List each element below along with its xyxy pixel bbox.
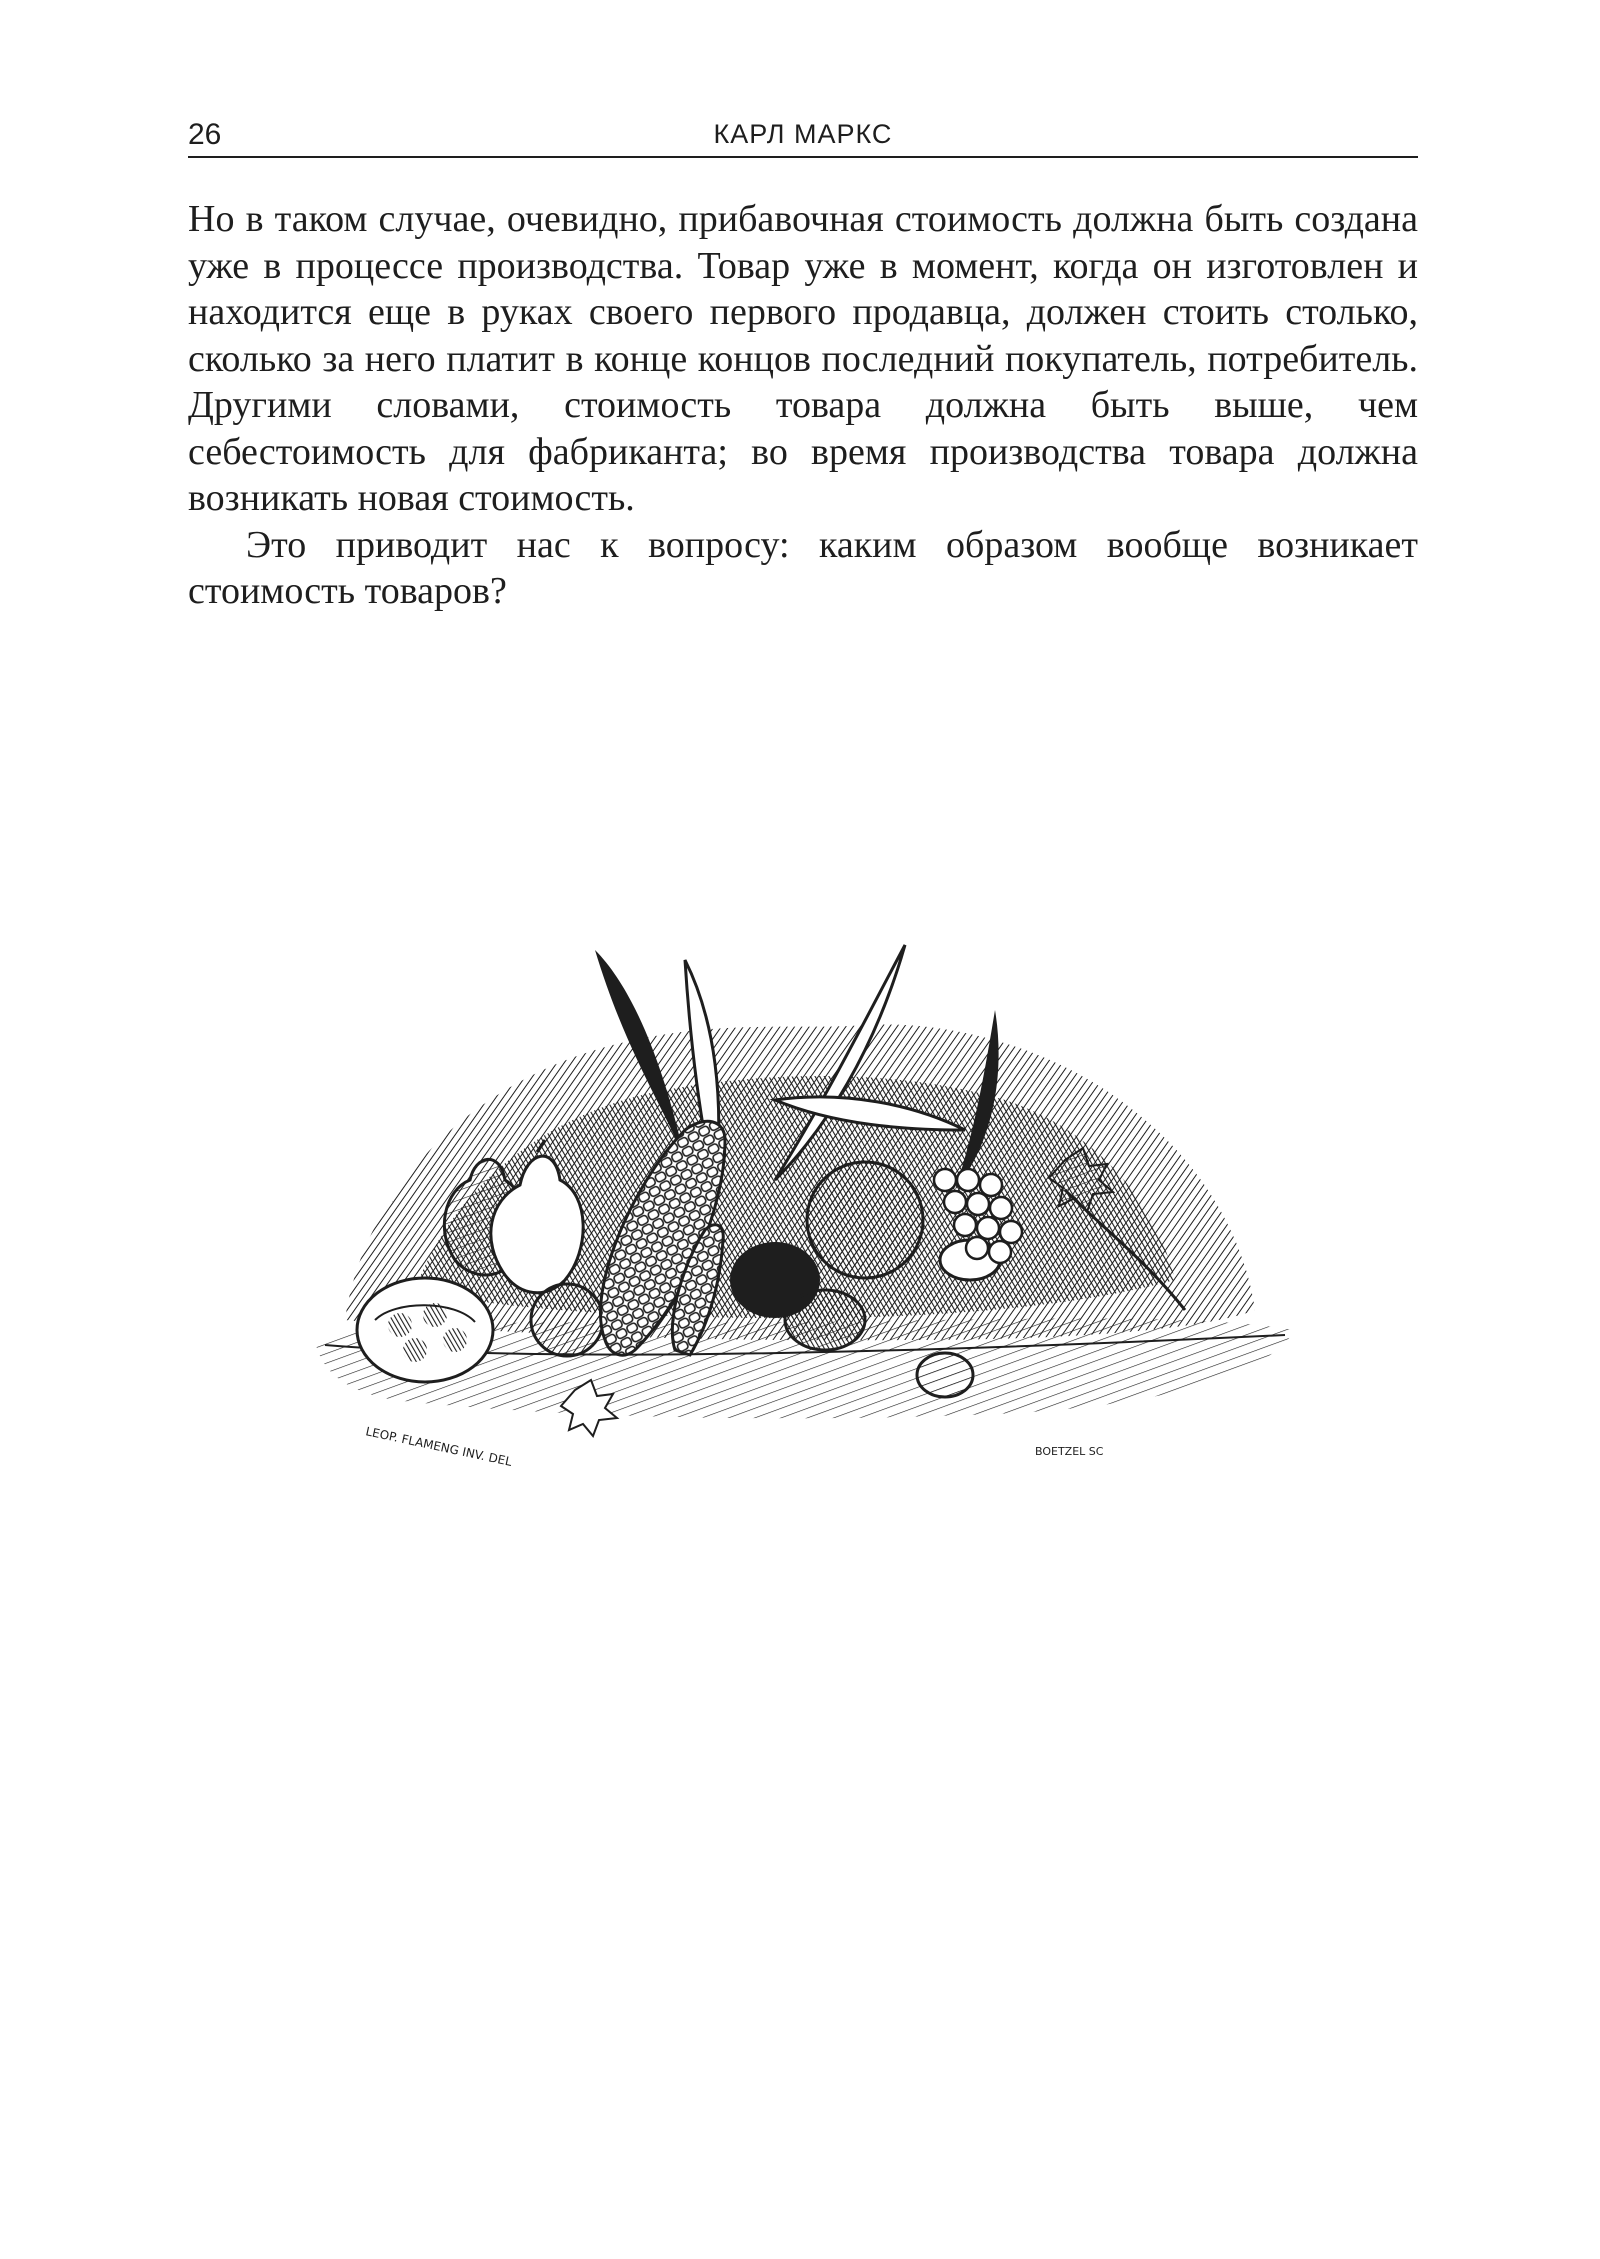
signature-right: BOETZEL SC [1035, 1445, 1104, 1458]
paragraph: Это приводит нас к вопросу: каким образом вообще возникает стоимость товаров? [188, 523, 1418, 612]
page-header [188, 112, 1418, 158]
body-text [188, 196, 1418, 615]
signature-left: LEOP. FLAMENG INV. DEL [364, 1424, 514, 1469]
running-head: КАРЛ МАРКС [713, 119, 893, 149]
page-number: 26 [188, 118, 222, 151]
paragraph: Но в таком случае, очевидно, прибавочная стоимость должна быть создана уже в процессе производства. Товар уже в момент, когда он изготовлен и находится еще в руках своего первого продавца, должен стоить столько, сколько за него платит в конце концов последний покупатель, потребитель. Другими словами, стоимость товара должна быть выше, чем себестоимость для фабриканта; во время производства товара должна возникать новая стоимость. [188, 198, 1418, 519]
still-life-engraving [305, 930, 1305, 1490]
